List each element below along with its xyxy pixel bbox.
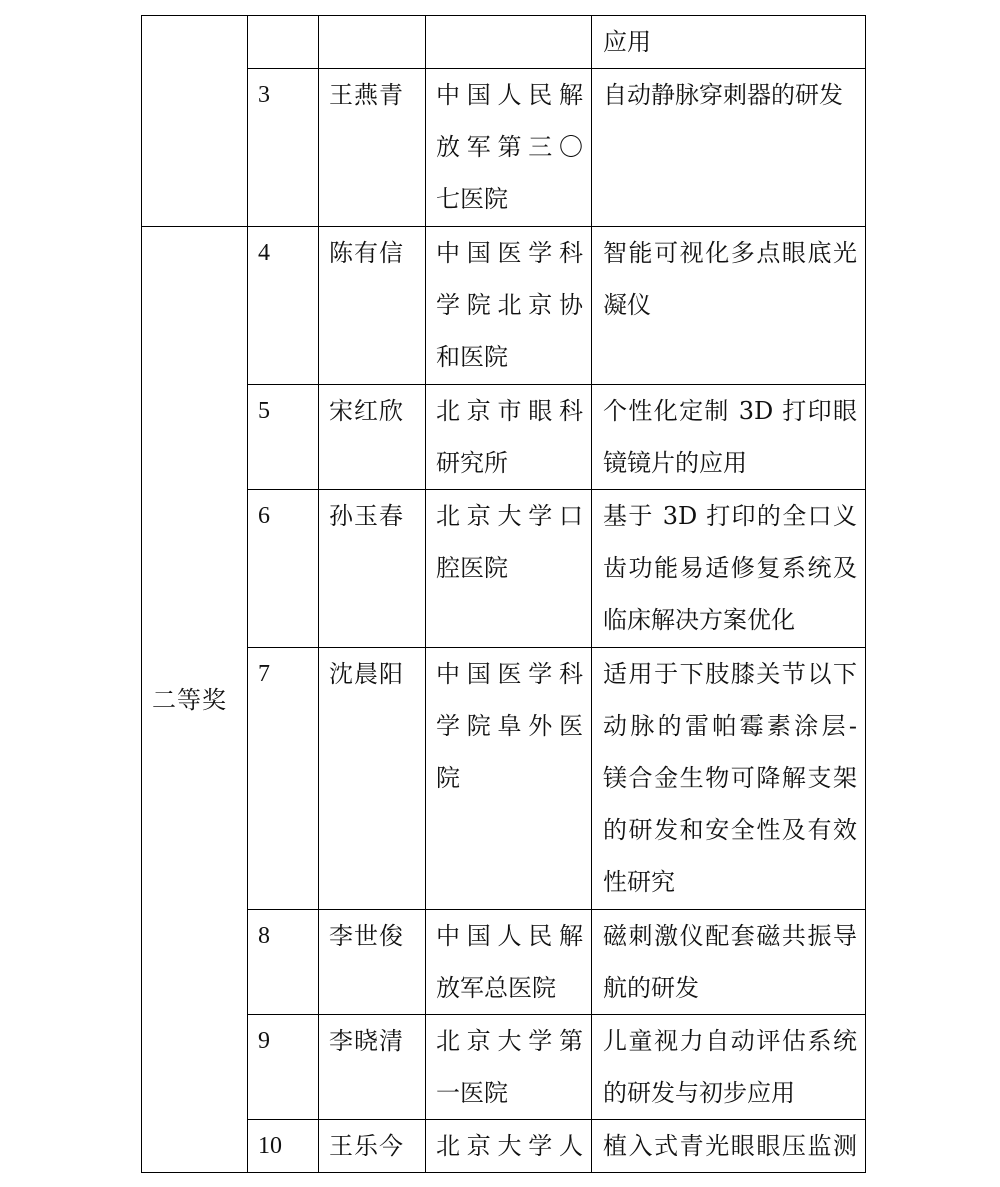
no-cell	[248, 16, 319, 69]
award-cell-empty	[142, 16, 248, 227]
project-line: 磁刺激仪配套磁共振导	[603, 922, 857, 950]
name-cell: 孙玉春	[319, 490, 426, 648]
no-cell: 5	[248, 385, 319, 490]
table-row	[142, 16, 866, 69]
award-table	[141, 15, 866, 1173]
org-line: 院	[436, 764, 460, 792]
name-cell: 李晓清	[319, 1015, 426, 1120]
project-line: 临床解决方案优化	[603, 606, 795, 634]
org-line: 北京大学人	[436, 1132, 583, 1160]
org-line: 中国医学科	[436, 239, 583, 267]
org-cell	[426, 69, 592, 227]
project-cell	[592, 648, 866, 910]
table-row	[142, 385, 866, 490]
project-line: 自动静脉穿刺器的研发	[603, 81, 843, 109]
org-cell	[426, 16, 592, 69]
org-line: 放军第三〇	[436, 133, 583, 161]
project-line: 适用于下肢膝关节以下	[603, 660, 857, 688]
org-line: 中国人民解	[436, 922, 583, 950]
table-row	[142, 1015, 866, 1120]
project-line: 的研发与初步应用	[603, 1079, 795, 1107]
project-line: 镁合金生物可降解支架	[603, 764, 857, 792]
table-row	[142, 910, 866, 1015]
project-line: 个性化定制 3D 打印眼	[603, 397, 857, 425]
org-line: 中国医学科	[436, 660, 583, 688]
org-line: 研究所	[436, 449, 508, 477]
project-line: 应用	[603, 28, 651, 56]
org-line: 学院阜外医	[436, 712, 583, 740]
project-line: 性研究	[603, 868, 675, 896]
org-cell	[426, 1120, 592, 1173]
org-cell	[426, 910, 592, 1015]
project-line: 齿功能易适修复系统及	[603, 554, 857, 582]
name-cell: 王燕青	[319, 69, 426, 227]
project-line: 基于 3D 打印的全口义	[603, 502, 857, 530]
no-cell: 3	[248, 69, 319, 227]
award-table-body	[142, 16, 866, 1173]
project-cell	[592, 490, 866, 648]
project-line: 的研发和安全性及有效	[603, 816, 857, 844]
org-cell	[426, 385, 592, 490]
project-line: 凝仪	[603, 291, 651, 319]
org-line: 中国人民解	[436, 81, 583, 109]
project-cell	[592, 1015, 866, 1120]
award-level-cell: 二等奖	[142, 227, 248, 1173]
org-line: 北京大学口	[436, 502, 583, 530]
table-row	[142, 648, 866, 910]
no-cell: 7	[248, 648, 319, 910]
no-cell: 10	[248, 1120, 319, 1173]
name-cell: 沈晨阳	[319, 648, 426, 910]
org-line: 和医院	[436, 343, 508, 371]
org-line: 七医院	[436, 185, 508, 213]
no-cell: 8	[248, 910, 319, 1015]
org-line: 放军总医院	[436, 974, 556, 1002]
name-cell: 陈有信	[319, 227, 426, 385]
name-cell	[319, 16, 426, 69]
project-cell	[592, 16, 866, 69]
project-line: 动脉的雷帕霉素涂层-	[603, 712, 857, 740]
project-cell	[592, 385, 866, 490]
table-row	[142, 1120, 866, 1173]
project-line: 植入式青光眼眼压监测	[603, 1132, 857, 1160]
name-cell: 宋红欣	[319, 385, 426, 490]
org-cell	[426, 490, 592, 648]
project-line: 航的研发	[603, 974, 699, 1002]
project-cell	[592, 910, 866, 1015]
table-row	[142, 227, 866, 385]
project-line: 儿童视力自动评估系统	[603, 1027, 857, 1055]
org-line: 学院北京协	[436, 291, 583, 319]
project-cell	[592, 227, 866, 385]
name-cell: 王乐今	[319, 1120, 426, 1173]
org-cell	[426, 227, 592, 385]
no-cell: 9	[248, 1015, 319, 1120]
project-cell	[592, 1120, 866, 1173]
org-cell	[426, 1015, 592, 1120]
project-line: 智能可视化多点眼底光	[603, 239, 857, 267]
org-line: 腔医院	[436, 554, 508, 582]
table-row	[142, 69, 866, 227]
project-line: 镜镜片的应用	[603, 449, 747, 477]
project-cell	[592, 69, 866, 227]
no-cell: 6	[248, 490, 319, 648]
org-line: 北京市眼科	[436, 397, 583, 425]
org-line: 北京大学第	[436, 1027, 583, 1055]
no-cell: 4	[248, 227, 319, 385]
name-cell: 李世俊	[319, 910, 426, 1015]
table-row	[142, 490, 866, 648]
org-line: 一医院	[436, 1079, 508, 1107]
org-cell	[426, 648, 592, 910]
